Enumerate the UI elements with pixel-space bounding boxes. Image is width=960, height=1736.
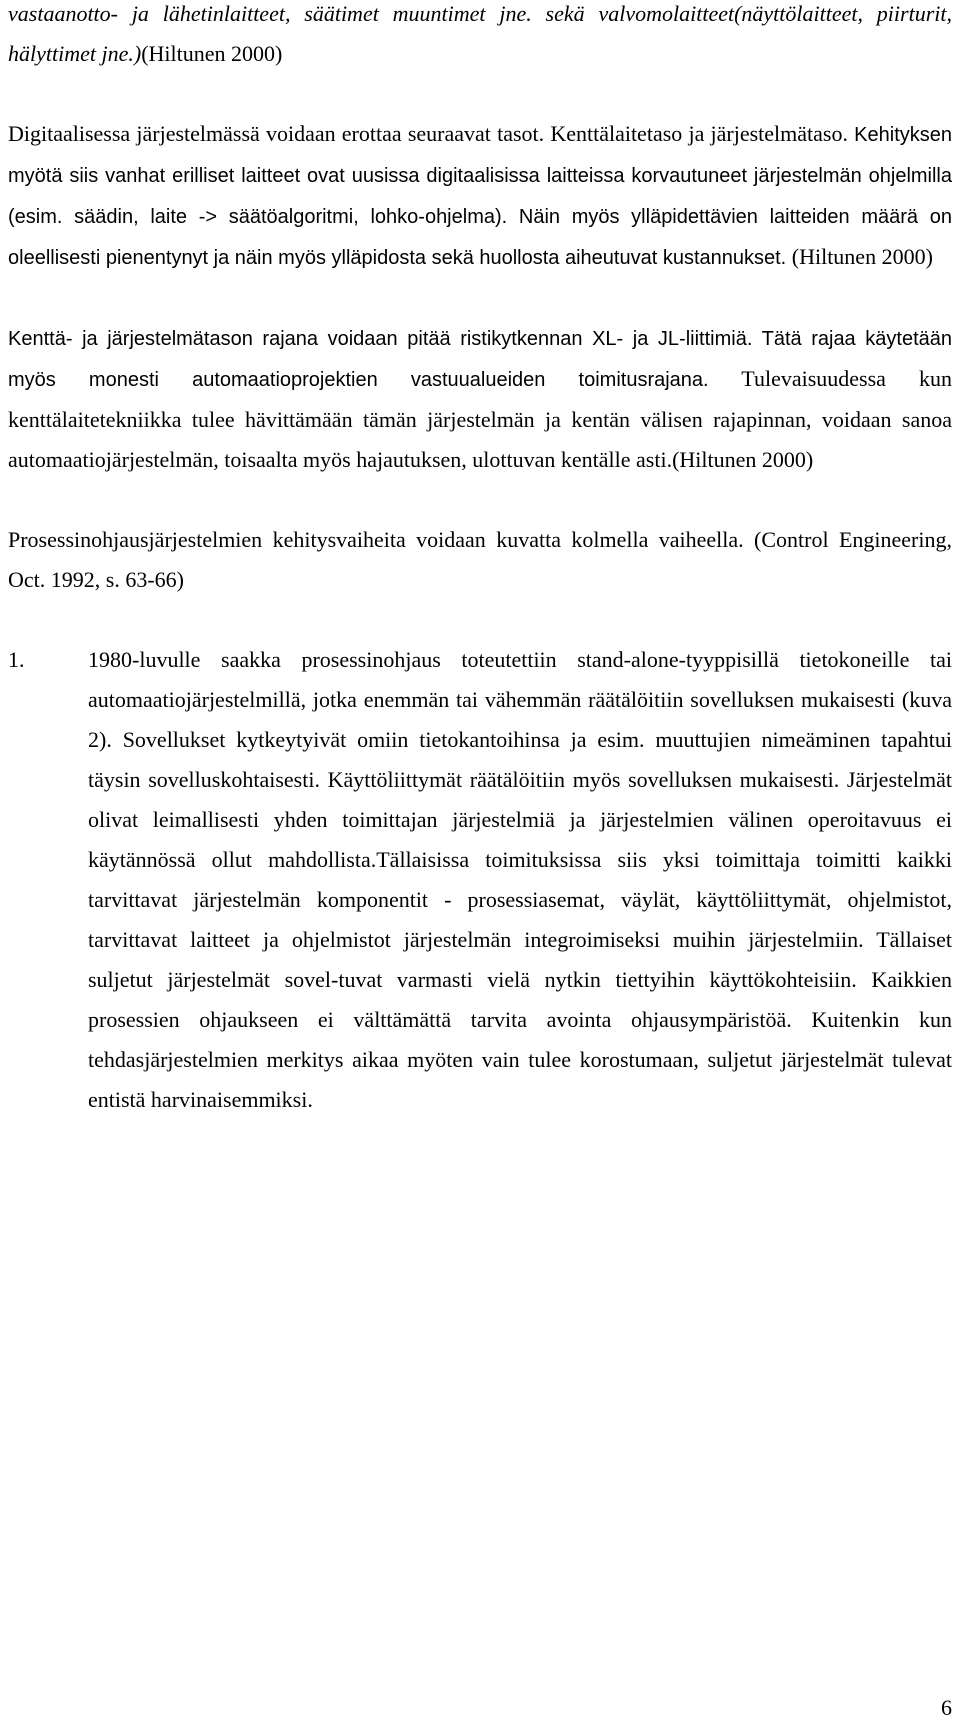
paragraph-1-italic-text: vastaanotto- ja lähetinlaitteet, säätimet muuntimet jne. sekä valvomolaitteet(näyttölaitteet, piirturit, hälyttimet jne.): [8, 1, 952, 66]
list-item-number: 1.: [8, 647, 25, 672]
paragraph-3: [8, 318, 952, 480]
paragraph-2-intro: Digitaalisessa järjestelmässä voidaan erottaa seuraavat tasot. Kenttälaitetaso ja järjestelmätaso.: [8, 121, 848, 146]
paragraph-2-body: Kehityksen myötä siis vanhat erilliset laitteet ovat uusissa digitaalisissa laitteissa korvautuneet järjestelmän ohjelmilla (esim. säädin, laite -> säätöalgoritmi, lohko-ohjelma). Näin myös ylläpidettävien laitteiden määrä on oleellisesti pienentynyt ja näin myös ylläpidosta sekä huollosta aiheutuvat kustannukset.: [8, 124, 953, 269]
paragraph-3-continuation: Tulevaisuudessa kun kenttälaitetekniikka tulee hävittämään tämän järjestelmän ja kentän välisen rajapinnan, voidaan sanoa automaatiojärjestelmän, toisaalta myös hajautuksen, ulottuvan kentälle asti.(Hiltunen 2000): [8, 366, 952, 472]
paragraph-2: [8, 114, 952, 278]
paragraph-4: [8, 520, 952, 600]
list-item: [8, 640, 952, 1120]
paragraph-1: [8, 0, 952, 74]
paragraph-1-reference: (Hiltunen 2000): [141, 41, 283, 66]
paragraph-4-text: Prosessinohjausjärjestelmien kehitysvaiheita voidaan kuvatta kolmella vaiheella. (Control Engineering, Oct. 1992, s. 63-66): [8, 527, 952, 592]
page-number: 6: [941, 1695, 952, 1720]
paragraph-2-reference: (Hiltunen 2000): [791, 244, 933, 269]
paragraph-3-body: Kenttä- ja järjestelmätason rajana voidaan pitää ristikytkennan XL- ja JL-liittimiä. Tätä rajaa käytetään myös monesti automaatioprojektien vastuualueiden toimitusrajana.: [8, 328, 952, 391]
document-page: [8, 0, 952, 1120]
list-item-text: 1980-luvulle saakka prosessinohjaus toteutettiin stand-alone-tyyppisillä tietokoneille tai automaatiojärjestelmillä, jotka enemmän tai vähemmän räätälöitiin sovelluksen mukaisesti (kuva 2). Sovellukset kytkeytyivät omiin tietokantoihinsa ja esim. muuttujien nimeäminen tapahtui täysin sovelluskohtaisesti. Käyttöliittymät räätälöitiin myös sovelluksen mukaisesti. Järjestelmät olivat leimallisesti yhden toimittajan järjestelmiä ja järjestelmien välinen operoitavuus ei käytännössä ollut mahdollista.Tällaisissa toimituksissa siis yksi toimittaja toimitti kaikki tarvittavat järjestelmän komponentit - prosessiasemat, väylät, käyttöliittymät, ohjelmistot, tarvittavat laitteet ja ohjelmistot järjestelmän integroimiseksi muihin järjestelmiin. Tällaiset suljetut järjestelmät sovel-tuvat varmasti vielä nytkin tiettyihin käyttökohteisiin. Kaikkien prosessien ohjaukseen ei välttämättä tarvita avointa ohjausympäristöä. Kuitenkin kun tehdasjärjestelmien merkitys aikaa myöten vain tulee korostumaan, suljetut järjestelmät tulevat entistä harvinaisemmiksi.: [88, 647, 952, 1112]
